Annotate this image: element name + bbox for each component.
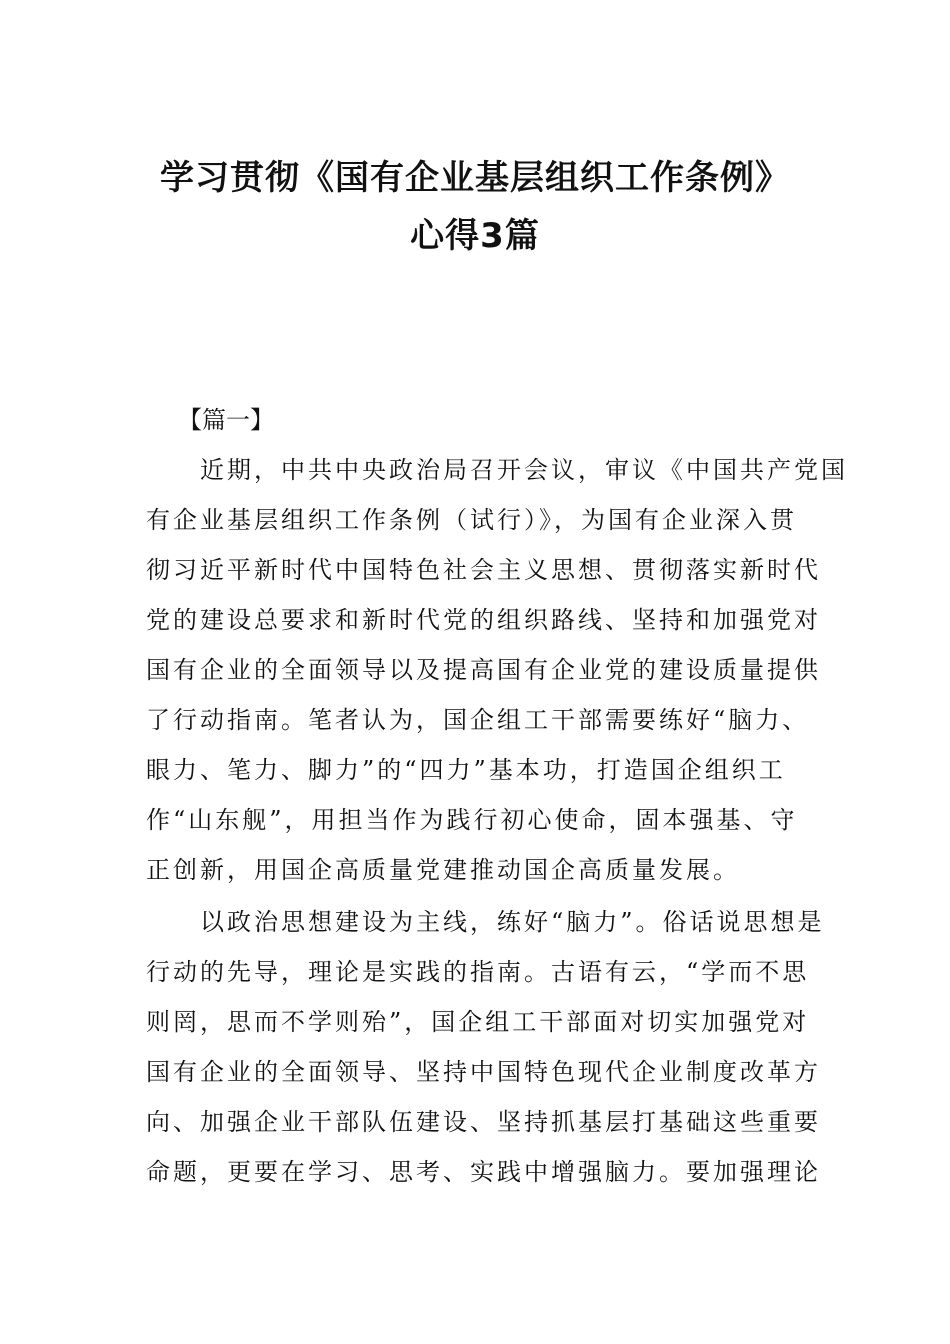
text-line: 眼力、笔力、脚力”的“四力”基本功，打造国企组织工: [146, 756, 786, 784]
text-line: 以政治思想建设为主线，练好“脑力”。俗话说思想是: [146, 908, 825, 936]
text-line: 则罔，思而不学则殆”，国企组工干部面对切实加强党对: [146, 1008, 810, 1036]
document-title-line-1: 学习贯彻《国有企业基层组织工作条例》: [160, 158, 790, 198]
text-line: 有企业基层组织工作条例（试行）》，为国有企业深入贯: [146, 506, 797, 534]
text-line: 正创新，用国企高质量党建推动国企高质量发展。: [146, 856, 740, 884]
text-line: 党的建设总要求和新时代党的组织路线、坚持和加强党对: [146, 606, 821, 634]
text-line: 命题，更要在学习、思考、实践中增强脑力。要加强理论: [146, 1158, 821, 1186]
text-line: 向、加强企业干部队伍建设、坚持抓基层打基础这些重要: [146, 1108, 821, 1136]
text-line: 国有企业的全面领导、坚持中国特色现代企业制度改革方: [146, 1058, 821, 1086]
paragraph-1: [146, 445, 848, 895]
text-line: 国有企业的全面领导以及提高国有企业党的建设质量提供: [146, 656, 821, 684]
text-line: 近期，中共中央政治局召开会议，审议《中国共产党国: [146, 456, 848, 484]
section-label: 【篇一】: [178, 406, 274, 434]
paragraph-2: [146, 897, 825, 1197]
document-title-line-2: 心得3篇: [410, 216, 540, 256]
text-line: 了行动指南。笔者认为，国企组工干部需要练好“脑力、: [146, 706, 810, 734]
text-line: 彻习近平新时代中国特色社会主义思想、贯彻落实新时代: [146, 556, 821, 584]
text-line: 行动的先导，理论是实践的指南。古语有云，“学而不思: [146, 958, 810, 986]
text-line: 作“山东舰”，用担当作为践行初心使命，固本强基、守: [146, 806, 798, 834]
